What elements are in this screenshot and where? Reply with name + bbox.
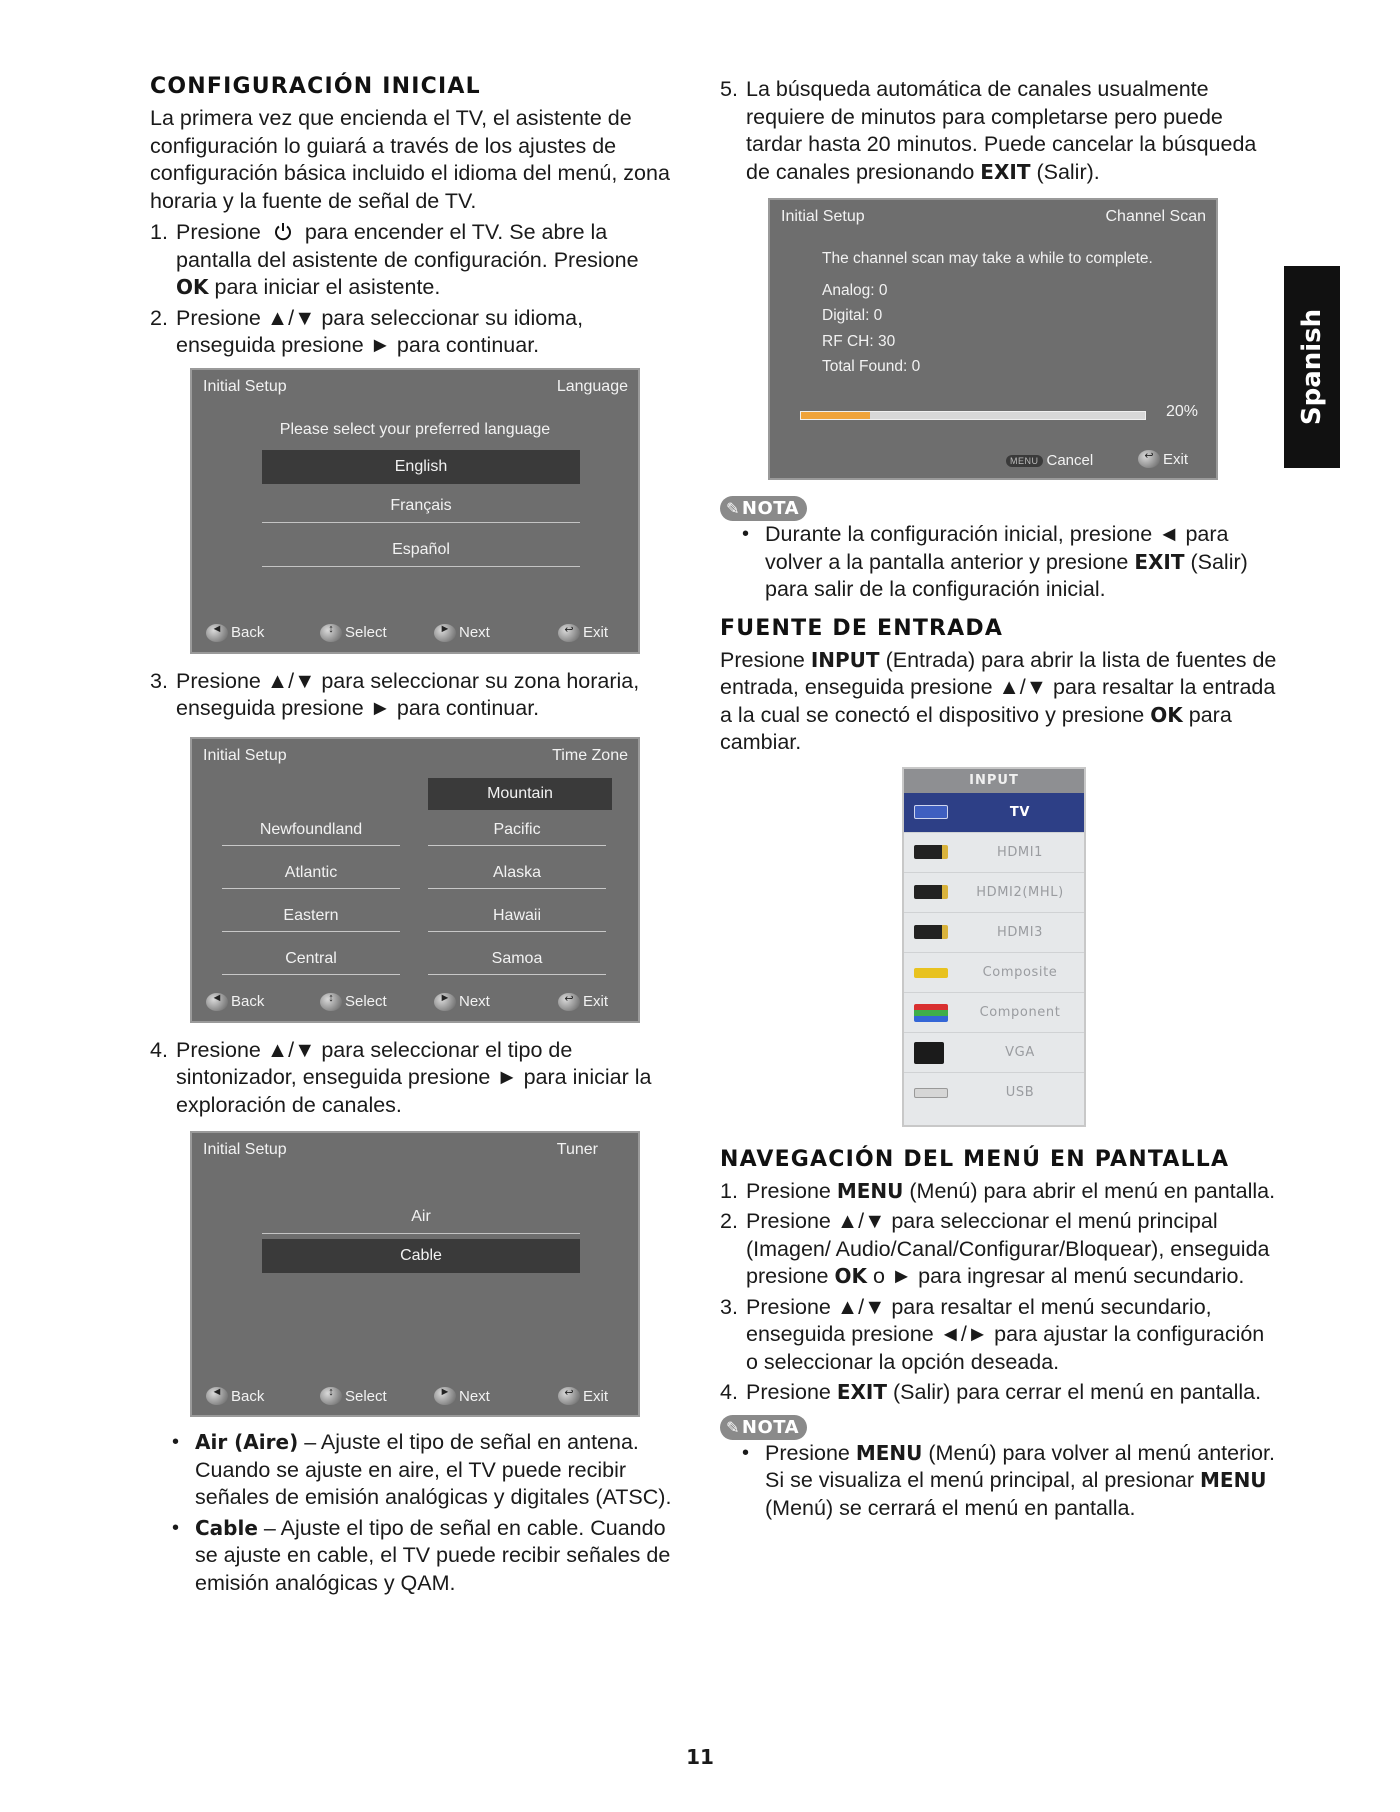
scan-total: Total Found: 0 [822,358,921,375]
left-arrow-icon: ◄ [206,624,228,642]
timezone-option[interactable]: Hawaii [428,900,606,932]
left-column [150,74,675,1600]
right-column [720,74,1280,1525]
timezone-screen: Initial Setup Time Zone Mountain Newfoundland Pacific Atlantic Alaska Eastern Hawaii Central Samoa ◄ Back ↕ Select ► Next ↩ Exit [190,737,640,1023]
step-4: 4. Presione ▲/▼ para seleccionar el tipo de sintonizador, enseguida presione ► para iniciar la exploración de canales. [150,1037,652,1117]
input-item-vga[interactable]: VGA [904,1033,1084,1073]
menu-step-3: 3. Presione ▲/▼ para resaltar el menú secundario, enseguida presione ◄/► para ajustar la configuración o seleccionar la opción deseada. [720,1294,1265,1374]
timezone-option[interactable]: Central [222,943,400,975]
tuner-option[interactable]: Cable [262,1239,580,1273]
back-hint: ◄ Back [206,624,264,642]
screen-footer [192,624,638,646]
timezone-option[interactable]: Pacific [428,814,606,846]
note-2: ✎ NOTA • Presione MENU (Menú) para volver al menú anterior. Si se visualiza el menú principal, al presionar MENU (Menú) se cerrará el menú en pantalla. [720,1415,1280,1523]
language-prompt: Please select your preferred language [279,420,551,438]
nota-badge: ✎ NOTA [720,1415,807,1440]
note-1: ✎ NOTA • Durante la configuración inicial, presione ◄ para volver a la pantalla anterior y presione EXIT (Salir) para salir de la configuración inicial. [720,496,1280,604]
scan-percent: 20% [1166,403,1199,420]
exit-hint[interactable]: ↩ Exit [1138,450,1188,468]
screen-section: Language [556,377,628,395]
step-5: 5. La búsqueda automática de canales usualmente requiere de minutos para completarse pero puede tardar hasta 20 minutos. Puede cancelar la búsqueda de canales presionando EXIT (Salir). [720,77,1257,184]
language-option[interactable]: Español [262,533,580,567]
menu-step-2: 2. Presione ▲/▼ para seleccionar el menú principal (Imagen/ Audio/Canal/Configurar/Bloquear), enseguida presione OK o ► para ingresar al menú secundario. [720,1209,1270,1288]
input-item-tv[interactable]: TV [904,793,1084,833]
input-list-header: INPUT [904,769,1084,793]
heading-menu-navigation: NAVEGACIÓN DEL MENÚ EN PANTALLA [720,1146,1230,1172]
heading-input-source: FUENTE DE ENTRADA [720,615,1004,641]
screen-footer: ◄ Back ↕ Select ► Next ↩ Exit [192,993,638,1015]
cancel-hint[interactable]: MENU Cancel [1006,452,1093,469]
hdmi-icon [914,885,948,899]
menu-step-1: 1. Presione MENU (Menú) para abrir el menú en pantalla. [720,1178,1276,1203]
intro-paragraph: La primera vez que encienda el TV, el asistente de configuración lo guiará a través de los ajustes de configuración básica incluido el idioma del menú, zona horaria y la fuente de señal de TV. [150,106,670,213]
right-arrow-icon: ► [434,993,456,1011]
input-source-list [902,767,1086,1127]
language-screen [190,368,640,654]
scan-progress-fill [801,412,870,419]
tv-icon [914,805,948,819]
pencil-icon: ✎ [726,1417,740,1437]
return-icon: ↩ [1138,450,1160,468]
page-number: 11 [686,1745,714,1769]
left-arrow-icon: ◄ [206,993,228,1011]
timezone-option[interactable]: Atlantic [222,857,400,889]
hdmi-icon [914,845,948,859]
timezone-option[interactable]: Alaska [428,857,606,889]
input-item-hdmi1[interactable]: HDMI1 [904,833,1084,873]
return-icon: ↩ [558,993,580,1011]
language-option[interactable]: English [262,450,580,484]
hdmi-icon [914,925,948,939]
up-down-icon: ↕ [320,1387,342,1405]
input-item-component[interactable]: Component [904,993,1084,1033]
scan-rf-channel: RF CH: 30 [822,333,896,350]
vga-icon [914,1042,944,1064]
timezone-option[interactable]: Mountain [428,778,612,810]
return-icon: ↩ [558,1387,580,1405]
select-hint: ↕ Select [320,624,387,642]
step-3: 3. Presione ▲/▼ para seleccionar su zona horaria, enseguida presione ► para continuar. [150,668,640,720]
composite-icon [914,968,948,978]
language-side-tab [1284,266,1340,468]
left-arrow-icon: ◄ [206,1387,228,1405]
tuner-option[interactable]: Air [262,1200,580,1234]
right-arrow-icon: ► [434,624,456,642]
side-tab-label: Spanish [1297,308,1327,426]
return-icon: ↩ [558,624,580,642]
input-item-usb[interactable]: USB [904,1073,1084,1113]
component-icon [914,1004,948,1022]
input-item-hdmi2[interactable]: HDMI2(MHL) [904,873,1084,913]
bullet-cable: • Cable – Ajuste el tipo de señal en cable. Cuando se ajuste en cable, el TV puede recibir señales de emisión analógicas y QAM. [150,1515,675,1598]
step-2: 2. Presione ▲/▼ para seleccionar su idioma, enseguida presione ► para continuar. [150,305,584,357]
pencil-icon: ✎ [726,499,740,518]
scan-progress-bar [800,411,1146,420]
menu-key-icon: MENU [1006,455,1043,467]
nota-badge: ✎ NOTA [720,496,807,521]
language-option[interactable]: Français [262,489,580,523]
channel-scan-screen: Initial Setup Channel Scan The channel scan may take a while to complete. Analog: 0 Digital: 0 RF CH: 30 Total Found: 0 20% MENU Cancel ↩ Exit [768,198,1218,480]
up-down-icon: ↕ [320,993,342,1011]
scan-analog: Analog: 0 [822,282,888,299]
scan-digital: Digital: 0 [822,307,883,324]
bullet-air: • Air (Aire) – Ajuste el tipo de señal en antena. Cuando se ajuste en aire, el TV puede recibir señales de emisión analógicas y digitales (ATSC). [150,1429,675,1512]
power-icon [273,222,293,242]
step-1: 1. Presione para encender el TV. Se abre la pantalla del asistente de configuración. Presione OK para iniciar el asistente. [150,220,639,299]
scan-message: The channel scan may take a while to complete. [822,250,1153,267]
exit-hint: ↩ Exit [558,624,608,642]
right-arrow-icon: ► [434,1387,456,1405]
timezone-option[interactable]: Eastern [222,900,400,932]
input-item-composite[interactable]: Composite [904,953,1084,993]
menu-step-4: 4. Presione EXIT (Salir) para cerrar el menú en pantalla. [720,1380,1262,1404]
input-item-hdmi3[interactable]: HDMI3 [904,913,1084,953]
next-hint: ► Next [434,624,490,642]
timezone-option[interactable]: Samoa [428,943,606,975]
timezone-option[interactable]: Newfoundland [222,814,400,846]
tuner-screen: Initial Setup Tuner Air Cable ◄ Back ↕ Select ► Next ↩ Exit [190,1131,640,1417]
usb-icon [914,1088,948,1098]
heading-initial-setup: CONFIGURACIÓN INICIAL [150,74,481,99]
screen-footer: ◄ Back ↕ Select ► Next ↩ Exit [192,1387,638,1409]
up-down-icon: ↕ [320,624,342,642]
screen-title: Initial Setup [203,377,287,395]
input-paragraph: Presione INPUT (Entrada) para abrir la lista de fuentes de entrada, enseguida presione ▲/▼ para resaltar la entrada a la cual se conectó el dispositivo y presione OK para cambiar. [720,647,1277,754]
